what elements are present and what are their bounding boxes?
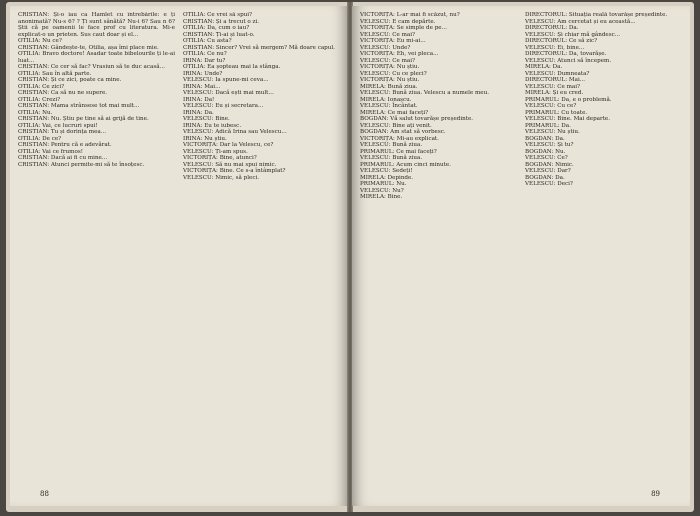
dialogue-line: BOGDAN: Vă salut tovarășe președinte. <box>360 116 474 122</box>
dialogue-line: VELESCU: Adică Irina sau Velescu... <box>183 129 287 135</box>
dialogue-line: OTILIA: Ea șopteau mai la stânga. <box>183 64 281 70</box>
dialogue-line: DIRECTORUL: Mai... <box>525 77 586 83</box>
dialogue-line: VELESCU: Atunci să începem. <box>525 57 612 64</box>
dialogue-line: VELESCU: Să nu mai spui nimic. <box>183 161 277 168</box>
dialogue-line: BOGDAN: Nu. <box>525 148 566 155</box>
dialogue-line: PRIMARUL: Acum cinci minute. <box>360 161 451 168</box>
dialogue-line: DIRECTORUL: Da, tovarășe. <box>525 51 607 57</box>
right-page <box>352 6 690 506</box>
dialogue-line: DIRECTORUL: Da. <box>525 25 579 31</box>
dialogue-line: IRINA: Da! <box>183 96 215 103</box>
dialogue-line: VICTORIȚA: Mi-au explicat. <box>360 135 439 142</box>
dialogue-line: IRINA: Mai... <box>183 83 221 90</box>
dialogue-line: VELESCU: Încântat. <box>360 103 418 109</box>
dialogue-line: MIRELA: Ce mai faceți? <box>360 109 429 116</box>
dialogue-line: VICTORIȚA: Eu mi-ai... <box>360 38 426 44</box>
dialogue-line: PRIMARUL: Cu toate. <box>525 109 588 116</box>
dialogue-line: OTILIA: Sau în altă parte. <box>18 70 92 77</box>
right-column-2 <box>525 12 682 484</box>
dialogue-line: VELESCU: Ce mai? <box>525 83 581 90</box>
dialogue-line: OTILIA: Vai, ce lucruri spui! <box>18 122 98 129</box>
dialogue-line: VELESCU: Sedeți! <box>360 168 413 174</box>
dialogue-line: CRISTIAN: Ce cer să fac? Vrasiun să te duc acasă... <box>18 64 165 70</box>
dialogue-line: CRISTIAN: Și a trecut o zi. <box>183 18 260 25</box>
dialogue-line: VELESCU: Bună ziua. Velescu a numele meu. <box>360 90 489 96</box>
right-page-number: 89 <box>651 490 660 498</box>
dialogue-line: CRISTIAN: Și-o iau ca Hamlet cu întrebările: e ți anonimată? Nu-s 6? ? Ți sunt sânătă? Nu-i 6? Sau n 6? Știi că pe oamenii le face prof cu literatura. Mi-e explicat-o un prieten. Sus caut doar și el... <box>18 12 175 38</box>
dialogue-line: VELESCU: Eu și secretara... <box>183 103 264 109</box>
dialogue-line: VELESCU: Și chiar mă gândesc... <box>525 31 621 38</box>
dialogue-line: IRINA: Da. <box>183 109 214 116</box>
dialogue-line: PRIMARUL: Ce mai faceți? <box>360 148 437 155</box>
dialogue-line: VELESCU: Ei, bine... <box>525 44 585 51</box>
dialogue-line: VELESCU: Ce? <box>525 155 568 161</box>
dialogue-line: VELESCU: Ce mai? <box>360 57 416 64</box>
dialogue-line: VELESCU: Cu ce? <box>525 103 577 109</box>
dialogue-line: VELESCU: Bine. <box>183 116 230 122</box>
dialogue-line: CRISTIAN: Tu și dorința mea... <box>18 129 107 135</box>
dialogue-line: CRISTIAN: Dacă ai fi cu mine... <box>18 155 108 161</box>
dialogue-line: VELESCU: Bună ziua. <box>360 155 423 161</box>
dialogue-line: IRINA: Eu te iubesc. <box>183 122 242 129</box>
dialogue-line: OTILIA: De ce? <box>18 135 62 142</box>
dialogue-line: IRINA: Dar tu? <box>183 57 226 64</box>
left-page <box>10 6 348 506</box>
dialogue-line: OTILIA: Ce zici? <box>18 83 65 90</box>
dialogue-line: CRISTIAN: Ca să nu ne supere. <box>18 90 108 96</box>
dialogue-line: VICTORIȚA: Bine. Ce s-a întâmplat? <box>183 168 286 174</box>
dialogue-line: OTILIA: Vai ce frumos! <box>18 148 83 155</box>
dialogue-line: VELESCU: Și tu? <box>525 142 574 148</box>
dialogue-line: VELESCU: Bine. Mai departe. <box>525 116 611 122</box>
dialogue-line: VICTORIȚA: Eh, vei pleca... <box>360 51 439 57</box>
dialogue-line: VELESCU: Cu ce pleci? <box>360 70 427 77</box>
left-column-2 <box>183 12 340 484</box>
dialogue-line: VICTORIȚA: L-ar mai fi scăzut, nu? <box>360 12 460 18</box>
dialogue-line: MIRELA: Bună ziua. <box>360 83 418 90</box>
dialogue-line: VELESCU: Dar? <box>525 168 571 174</box>
dialogue-line: OTILIA: Nu. <box>18 109 53 116</box>
dialogue-line: OTILIA: Cu asta? <box>183 38 232 44</box>
left-page-columns <box>18 12 340 484</box>
dialogue-line: CRISTIAN: Nu. Știu pe tine să ai grijă de tine. <box>18 116 149 122</box>
dialogue-line: VELESCU: Bună ziua. <box>360 142 423 148</box>
dialogue-line: OTILIA: Nu ce? <box>18 38 62 44</box>
dialogue-line: VELESCU: Ți-am spus. <box>183 148 248 155</box>
dialogue-line: PRIMARUL: Nu. <box>360 181 407 187</box>
dialogue-line: VELESCU: Am cercetat și eu această... <box>525 18 636 25</box>
dialogue-line: OTILIA: Ce vrei să spui? <box>183 12 253 18</box>
dialogue-line: VELESCU: Deci? <box>525 181 573 187</box>
left-page-number: 88 <box>40 490 49 498</box>
dialogue-line: VELESCU: Dacă ești mai mult... <box>183 90 274 96</box>
dialogue-line: BOGDAN: Da. <box>525 135 565 142</box>
dialogue-line: BOGDAN: Da. <box>525 174 565 181</box>
dialogue-line: OTILIA: Da, cum o iau? <box>183 25 250 31</box>
dialogue-line: CRISTIAN: Pentru că e adevărat. <box>18 142 112 148</box>
right-column-1 <box>360 12 517 484</box>
dialogue-line: OTILIA: Bravo doctore! Asadar toate bibelourile ți le-ai luat... <box>18 51 175 64</box>
dialogue-line: VICTORIȚA: Se simple de pe... <box>360 25 447 31</box>
dialogue-line: BOGDAN: Nimic. <box>525 161 574 168</box>
open-book <box>6 2 694 512</box>
dialogue-line: VELESCU: Ia spune-mi ceva... <box>183 77 269 83</box>
dialogue-line: MIRELA: Depinde. <box>360 174 414 181</box>
dialogue-line: MIRELA: Ionașcu. <box>360 96 412 103</box>
dialogue-line: PRIMARUL: Da. <box>525 122 571 129</box>
dialogue-line: CRISTIAN: Ți-ai și luat-o. <box>183 31 255 38</box>
dialogue-line: OTILIA: Crezi? <box>18 96 61 103</box>
dialogue-line: VELESCU: Nimic, să pleci. <box>183 174 260 181</box>
dialogue-line: CRISTIAN: Atunci permite-mi să te însoțesc. <box>18 161 145 168</box>
dialogue-line: VELESCU: Unde? <box>360 44 411 51</box>
dialogue-line: MIRELA: Bine. <box>360 194 403 200</box>
dialogue-line: DIRECTORUL: Ce să zic? <box>525 38 598 44</box>
dialogue-line: VELESCU: Dumneata? <box>525 70 590 77</box>
dialogue-line: VELESCU: Nu știu. <box>525 129 580 135</box>
dialogue-line: VICTORIȚA: Dar la Velescu, ce? <box>183 142 274 148</box>
dialogue-line: BOGDAN: Am stat să vorbesc. <box>360 129 446 135</box>
dialogue-line: CRISTIAN: Și ce zici, poate ca mine. <box>18 77 122 83</box>
dialogue-line: OTILIA: Ce nu? <box>183 51 227 57</box>
dialogue-line: CRISTIAN: Gândește-te, Otilia, așa îmi place mie. <box>18 44 159 51</box>
dialogue-line: VICTORIȚA: Nu știu. <box>360 77 420 83</box>
dialogue-line: VELESCU: Bine ați venit. <box>360 122 432 129</box>
dialogue-line: PRIMARUL: Da, e o problemă. <box>525 96 612 103</box>
dialogue-line: VELESCU: Nu? <box>360 187 404 194</box>
dialogue-line: VELESCU: Ce mai? <box>360 31 416 38</box>
dialogue-line: MIRELA: Da. <box>525 64 563 70</box>
dialogue-line: IRINA: Nu știu. <box>183 135 227 142</box>
dialogue-line: VICTORIȚA: Bine, atunci? <box>183 155 257 161</box>
dialogue-line: MIRELA: Și eu cred. <box>525 90 584 96</box>
dialogue-line: CRISTIAN: Sincer? Vrei să mergem? Mă doare capul. <box>183 44 335 51</box>
dialogue-line: IRINA: Unde? <box>183 70 223 77</box>
left-column-1 <box>18 12 175 484</box>
dialogue-line: VICTORIȚA: Nu știu. <box>360 64 420 70</box>
dialogue-line: DIRECTORUL: Situația reală tovarășe președinte. <box>525 12 668 18</box>
dialogue-line: VELESCU: E cam depărte. <box>360 18 436 25</box>
right-page-columns <box>360 12 682 484</box>
dialogue-line: CRISTIAN: Mama strânsese tot mai mult... <box>18 103 140 109</box>
